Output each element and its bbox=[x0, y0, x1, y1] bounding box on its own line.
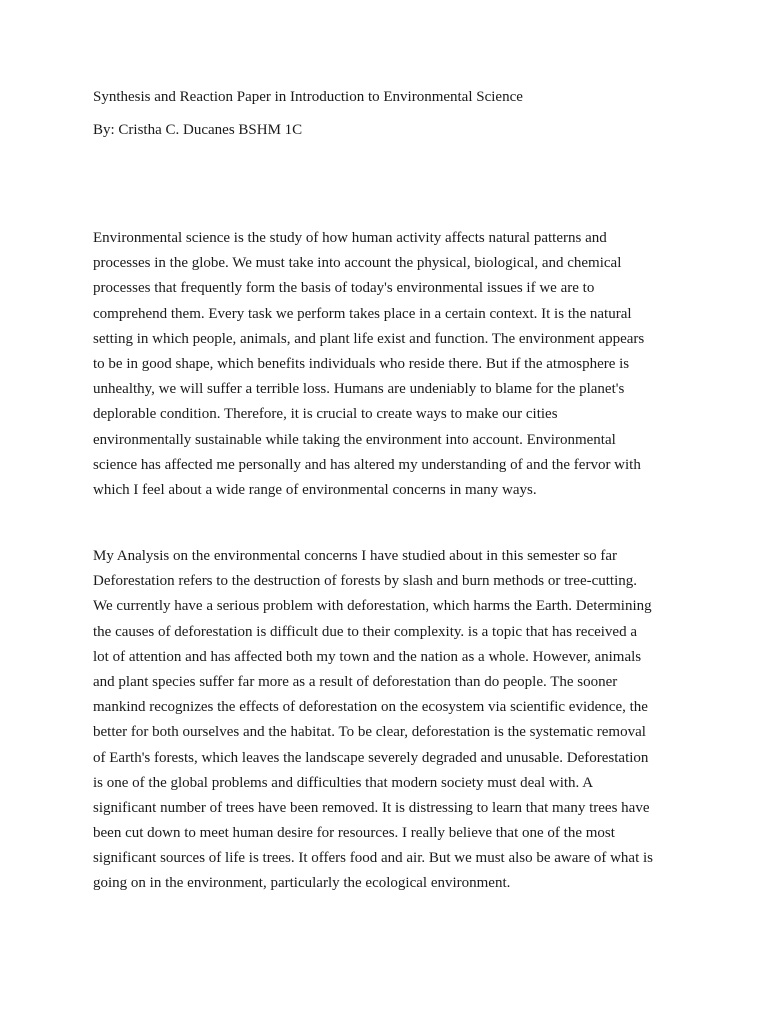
paragraph-line: and plant species suffer far more as a result of deforestation than do people. The sooner bbox=[93, 673, 618, 690]
paragraph-line: the causes of deforestation is difficult due to their complexity. is a topic that has received a bbox=[93, 623, 637, 640]
paragraph-line: Deforestation refers to the destruction of forests by slash and burn methods or tree-cutting. bbox=[93, 573, 638, 590]
paragraph-line: significant number of trees have been removed. It is distressing to learn that many trees have bbox=[93, 799, 650, 816]
paragraph-line: science has affected me personally and has altered my understanding of and the fervor with bbox=[93, 456, 641, 473]
paragraph-line: been cut down to meet human desire for resources. I really believe that one of the most bbox=[93, 825, 615, 842]
paragraph-introduction bbox=[93, 228, 644, 505]
paragraph-line: better for both ourselves and the habitat. To be clear, deforestation is the systematic removal bbox=[93, 724, 646, 741]
author-byline: By: Cristha C. Ducanes BSHM 1C bbox=[93, 122, 303, 138]
paragraph-line: mankind recognizes the effects of deforestation on the ecosystem via scientific evidence, the bbox=[93, 699, 648, 716]
paragraph-line: to be in good shape, which benefits individuals who reside there. But if the atmosphere is bbox=[93, 355, 630, 372]
paragraph-line: We currently have a serious problem with deforestation, which harms the Earth. Determining bbox=[93, 598, 652, 615]
paragraph-line: processes in the globe. We must take into account the physical, biological, and chemical bbox=[93, 255, 622, 272]
paragraph-line: processes that frequently form the basis of today's environmental issues if we are to bbox=[93, 280, 595, 297]
paragraph-line: setting in which people, animals, and plant life exist and function. The environment appears bbox=[93, 330, 645, 347]
document-title: Synthesis and Reaction Paper in Introduction to Environmental Science bbox=[93, 89, 523, 105]
paragraph-line: of Earth's forests, which leaves the landscape severely degraded and unusable. Deforestation bbox=[93, 749, 649, 766]
paragraph-analysis bbox=[93, 546, 653, 899]
paragraph-line: significant sources of life is trees. It offers food and air. But we must also be aware of what is bbox=[93, 850, 653, 867]
paragraph-line: lot of attention and has affected both my town and the nation as a whole. However, animals bbox=[93, 648, 642, 665]
paragraph-line: which I feel about a wide range of environmental concerns in many ways. bbox=[93, 481, 537, 498]
paragraph-line: My Analysis on the environmental concerns I have studied about in this semester so far bbox=[93, 548, 618, 564]
paragraph-line: comprehend them. Every task we perform takes place in a certain context. It is the natural bbox=[93, 305, 632, 322]
paragraph-line: is one of the global problems and difficulties that modern society must deal with. A bbox=[93, 774, 594, 791]
paragraph-line: Environmental science is the study of how human activity affects natural patterns and bbox=[93, 230, 607, 246]
paragraph-line: deplorable condition. Therefore, it is crucial to create ways to make our cities bbox=[93, 406, 558, 423]
paragraph-line: environmentally sustainable while taking the environment into account. Environmental bbox=[93, 431, 616, 448]
paragraph-line: unhealthy, we will suffer a terrible loss. Humans are undeniably to blame for the planet's bbox=[93, 381, 625, 398]
paragraph-line: going on in the environment, particularly the ecological environment. bbox=[93, 875, 511, 892]
